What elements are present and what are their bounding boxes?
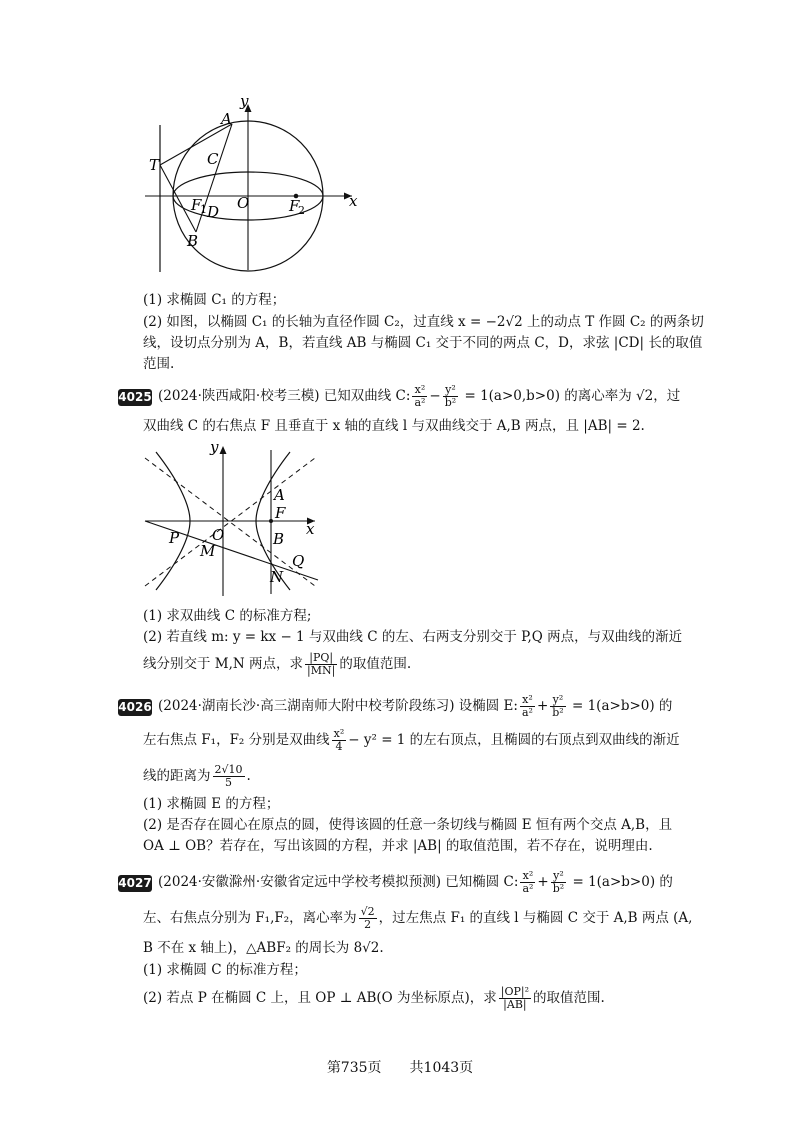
fig2-label-y: y	[210, 440, 219, 456]
frac-num: x²	[333, 727, 345, 740]
question-number-badge: 4027	[118, 876, 152, 890]
q4024-part2-line2: 线，设切点分别为 A，B，若直线 AB 与椭圆 C₁ 交于不同的两点 C，D，求弦 |CD| 长的取值	[143, 335, 703, 351]
question-number-badge: 4025	[118, 390, 152, 404]
frac-num: |OP|²	[500, 985, 530, 998]
frac-num: x²	[520, 694, 535, 707]
q4026-line1	[158, 694, 672, 719]
frac-den: |MN|	[307, 664, 336, 677]
fraction	[499, 986, 531, 1011]
fig1-label-F1-sub: 1	[200, 203, 207, 216]
fig1-label-y: y	[240, 95, 249, 110]
fig2-label-F: F	[275, 504, 286, 522]
fraction	[332, 728, 347, 753]
q4025-line1-a: (2024·陕西咸阳·校考三模) 已知双曲线 C:	[158, 388, 411, 404]
frac-den: a²	[522, 882, 534, 895]
q4024-part2-line3: 范围.	[143, 356, 175, 372]
q4025-p2b-post: 的取值范围.	[339, 656, 412, 672]
q4025-line1-b: = 1(a>0,b>0) 的离心率为 √2，过	[460, 388, 681, 404]
fig1-label-A: A	[221, 110, 232, 128]
fraction	[213, 764, 245, 789]
q4027-line2-a: 左、右焦点分别为 F₁,F₂，离心率为	[143, 910, 357, 926]
fraction	[443, 384, 458, 409]
plus-sign: +	[536, 698, 549, 714]
frac-num: y²	[550, 694, 565, 707]
fraction	[520, 694, 535, 719]
q4026-line2-b: − y² = 1 的左右顶点，且椭圆的右顶点到双曲线的渐近	[348, 732, 680, 748]
q4026-line1-a: (2024·湖南长沙·高三湖南师大附中校考阶段练习) 设椭圆 E:	[158, 698, 518, 714]
fig2-label-x: x	[306, 520, 315, 538]
q4026-line1-b: = 1(a>b>0) 的	[567, 698, 673, 714]
frac-den: 4	[335, 740, 343, 753]
fig1-label-B: B	[187, 232, 199, 250]
frac-den: |AB|	[503, 998, 527, 1011]
fig1-label-T: T	[149, 156, 160, 174]
fig2-label-M: M	[200, 542, 216, 560]
frac-num: y²	[443, 384, 458, 397]
fig1-label-C: C	[207, 150, 219, 168]
q4026-line3-a: 线的距离为	[143, 768, 211, 784]
frac-num: 2√10	[214, 763, 243, 776]
q4026-line2	[143, 728, 680, 753]
fig2-label-N: N	[270, 568, 284, 586]
q4026-line3: 线的距离为 $\frac{2√10}{5}$ .	[143, 763, 251, 789]
fig2-label-A: A	[274, 486, 285, 504]
frac-den: b²	[552, 882, 565, 895]
frac-num: y²	[551, 870, 566, 883]
frac-num: x²	[520, 870, 535, 883]
fig1-label-D: D	[207, 203, 220, 221]
q4025-part1: (1) 求双曲线 C 的标准方程;	[143, 608, 312, 624]
q4027-line2	[143, 906, 692, 931]
ellipse-circle-figure	[140, 95, 370, 275]
hyperbola-figure	[140, 440, 325, 602]
fig2-label-Q: Q	[292, 552, 305, 570]
fraction	[550, 694, 565, 719]
q4026-part2-line1: (2) 是否存在圆心在原点的圆，使得该圆的任意一条切线与椭圆 E 恒有两个交点 A,B，且	[143, 817, 673, 833]
q4024-part2-line1: (2) 如图，以椭圆 C₁ 的长轴为直径作圆 C₂，过直线 x = −2√2 上的动点 T 作圆 C₂ 的两条切	[143, 314, 704, 330]
fig2-label-O: O	[212, 526, 225, 544]
frac-den: a²	[521, 706, 533, 719]
q4027-line1	[158, 870, 673, 895]
fig1-label-O: O	[237, 194, 250, 212]
fraction	[359, 906, 377, 931]
q4025-line1	[158, 384, 680, 409]
frac-den: a²	[414, 396, 426, 409]
q4027-line2-b: ，过左焦点 F₁ 的直线 l 与椭圆 C 交于 A,B 两点 (A,	[378, 910, 693, 926]
q4025-line2: 双曲线 C 的右焦点 F 且垂直于 x 轴的直线 l 与双曲线交于 A,B 两点，且 |AB| = 2.	[143, 418, 645, 434]
q4027-line3: B 不在 x 轴上)，△ABF₂ 的周长为 8√2.	[143, 940, 384, 956]
q4026-line2-a: 左右焦点 F₁，F₂ 分别是双曲线	[143, 732, 330, 748]
fraction	[520, 870, 535, 895]
plus-sign: +	[537, 874, 549, 890]
q4027-p2-a: (2) 若点 P 在椭圆 C 上，且 OP ⊥ AB(O 为坐标原点)，求	[143, 990, 497, 1006]
q4026-part2-line2: OA ⊥ OB？若存在，写出该圆的方程，并求 |AB| 的取值范围，若不存在，说明理由.	[143, 838, 653, 854]
q4025-part2-line2	[143, 652, 411, 677]
fraction	[412, 384, 427, 409]
q4027-p2-b: 的取值范围.	[533, 990, 605, 1006]
q4027-part1: (1) 求椭圆 C 的标准方程；	[143, 962, 307, 978]
page-footer: 第735页 共1043页	[326, 1060, 474, 1076]
fraction	[305, 652, 337, 677]
q4027-part2	[143, 986, 605, 1011]
q4027-line1-a: (2024·安徽滁州·安徽省定远中学校考模拟预测) 已知椭圆 C:	[158, 874, 519, 890]
frac-den: 5	[225, 776, 232, 789]
q4025-part2-line1: (2) 若直线 m: y = kx − 1 与双曲线 C 的左、右两支分别交于 P,Q 两点，与双曲线的渐近	[143, 629, 683, 645]
q4025-p2b-pre: 线分别交于 M,N 两点，求	[143, 656, 304, 672]
question-number-badge: 4026	[118, 700, 152, 714]
q4027-line1-b: = 1(a>b>0) 的	[568, 874, 673, 890]
q4026-part1: (1) 求椭圆 E 的方程；	[143, 796, 280, 812]
fig1-label-F2: F	[289, 197, 300, 215]
fig1-label-F1: F	[191, 196, 202, 214]
q4024-part1: (1) 求椭圆 C₁ 的方程；	[143, 292, 286, 308]
fig2-label-B: B	[273, 530, 285, 548]
frac-num: √2	[360, 905, 375, 918]
frac-num: |PQ|	[305, 652, 337, 665]
frac-den: 2	[364, 918, 372, 931]
fig1-label-F2-sub: 2	[298, 204, 305, 217]
fig1-label-x: x	[349, 192, 358, 210]
fig2-label-P: P	[169, 529, 180, 547]
frac-num: x²	[412, 384, 427, 397]
frac-den: b²	[444, 396, 457, 409]
minus-sign: −	[429, 388, 441, 404]
frac-den: b²	[552, 706, 564, 719]
fraction	[551, 870, 566, 895]
